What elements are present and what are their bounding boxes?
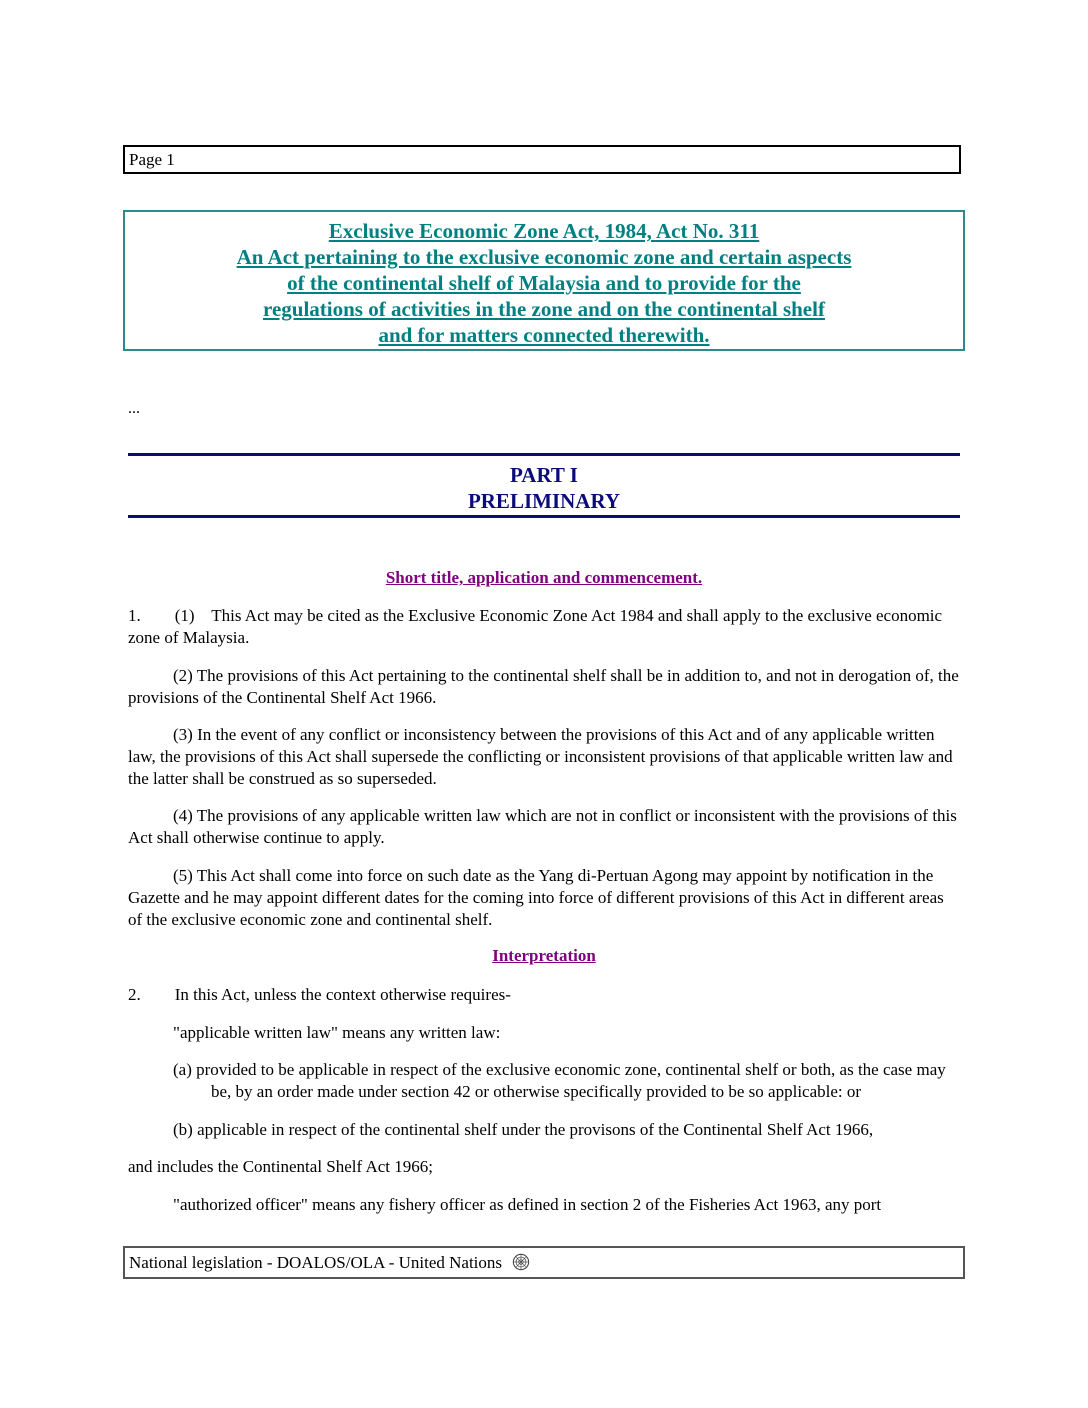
section-2-heading: Interpretation [492, 946, 596, 965]
section-1-para-5: (5) This Act shall come into force on such date as the Yang di-Pertuan Agong may appoint by notification in the Gazette and he may appoint different dates for the coming into force of different provisions of this Act in different areas of the exclusive economic zone and continental shelf. [128, 866, 944, 929]
section-1-heading: Short title, application and commencement. [385, 568, 703, 587]
act-title-line-4: regulations of activities in the zone and on the continental shelf [263, 297, 825, 321]
section-1-para-3: (3) In the event of any conflict or inconsistency between the provisions of this Act and of any applicable written law, the provisions of this Act shall supersede the conflicting or inconsistent provisions of that applicable written law and the latter shall be construed as so superseded. [128, 725, 953, 788]
definition-includes: and includes the Continental Shelf Act 1966; [128, 1157, 434, 1176]
part-name: PRELIMINARY [467, 489, 621, 513]
definition-authorized-officer: "authorized officer" means any fishery officer as defined in section 2 of the Fisheries Act 1963, any port [173, 1195, 882, 1214]
part-rule-top [128, 453, 960, 456]
part-rule-bottom [128, 515, 960, 518]
act-title-line-2: An Act pertaining to the exclusive economic zone and certain aspects [236, 245, 852, 269]
section-1-para-2: (2) The provisions of this Act pertaining to the continental shelf shall be in addition to, and not in derogation of, the provisions of the Continental Shelf Act 1966. [128, 666, 959, 707]
definition-item-b: (b) applicable in respect of the continental shelf under the provisons of the Continental Shelf Act 1966, [173, 1120, 874, 1139]
section-1-para-1: 1. (1) This Act may be cited as the Exclusive Economic Zone Act 1984 and shall apply to the exclusive economic zone of Malaysia. [128, 606, 947, 647]
omission-ellipsis: ... [128, 400, 140, 417]
part-heading [128, 462, 960, 514]
part-number: PART I [510, 463, 578, 487]
definition-item-a: (a) provided to be applicable in respect of the exclusive economic zone, continental shelf or both, as the case may be, by an order made under section 42 or otherwise specifically provided to be so applicable: or [173, 1060, 946, 1101]
page-footer [123, 1246, 965, 1279]
definition-applicable-written-law: "applicable written law" means any written law: [173, 1023, 501, 1042]
act-title-line-1: Exclusive Economic Zone Act, 1984, Act No. 311 [328, 219, 760, 243]
act-title-line-3: of the continental shelf of Malaysia and to provide for the [287, 271, 801, 295]
act-title-box [123, 210, 965, 351]
section-1-para-4: (4) The provisions of any applicable written law which are not in conflict or inconsistent with the provisions of this Act shall otherwise continue to apply. [128, 806, 957, 847]
page-header [123, 145, 961, 174]
act-title-line-5: and for matters connected therewith. [378, 323, 710, 347]
page-number: Page 1 [129, 150, 175, 169]
footer-text: National legislation - DOALOS/OLA - United Nations [129, 1253, 503, 1272]
section-2-intro: 2. In this Act, unless the context otherwise requires- [128, 985, 511, 1004]
un-emblem-icon [512, 1253, 530, 1271]
